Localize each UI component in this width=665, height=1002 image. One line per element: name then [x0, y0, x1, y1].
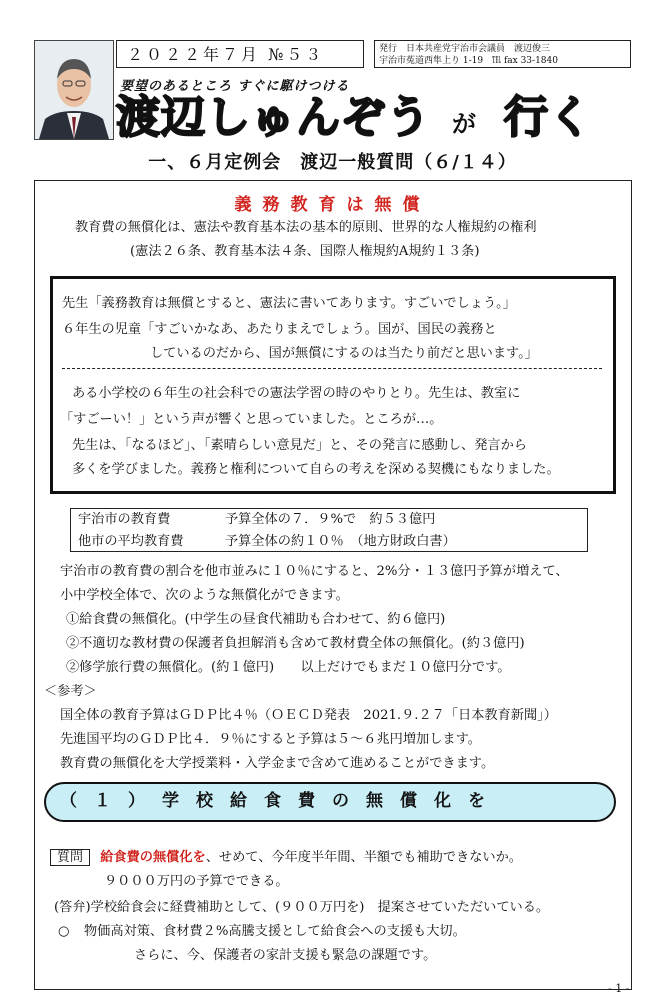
question-highlight: 給食費の無償化を: [100, 850, 206, 865]
list-item: ①給食費の無償化。(中学生の昼食代補助も合わせて、約６億円): [66, 612, 446, 627]
list-item: ②修学旅行費の無償化。(約１億円) 以上だけでもまだ１０億円分です。: [66, 660, 511, 675]
section-heading: 義務教育は無償: [234, 195, 431, 215]
dashed-divider: [62, 368, 602, 369]
banner-ga-text: が: [452, 110, 476, 138]
question-text: 、せめて、今年度半年間、半額でも補助できないか。: [205, 850, 522, 865]
page-number: - 1 -: [608, 982, 630, 995]
list-item: ②不適切な教材費の保護者負担解消も含めて教材費全体の無償化。(約３億円): [66, 636, 525, 651]
cost-label-average: 他市の平均教育費: [78, 534, 184, 549]
publisher-address: 宇治市菟道西隼上り 1-19 ℡ fax 33-1840: [379, 56, 558, 66]
note-line: 物価高対策、食材費２%高騰支援として給食会への支援も大切。: [84, 924, 466, 939]
banner-iku-text: 行く: [504, 92, 592, 142]
slogan: 要望のあるところ すぐに駆けつける: [120, 79, 350, 94]
intro-law-references: (憲法２６条、教育基本法４条、国際人権規約A規約１３条): [130, 244, 480, 259]
quote-student: ６年生の児童「すごいかなあ、あたりまえでしょう。国が、国民の義務と: [62, 322, 497, 337]
note-line: さらに、今、保護者の家計支援も緊急の課題です。: [134, 948, 437, 963]
issue-number: ２０２２年７月 №５３: [116, 40, 364, 68]
question-label: 質問: [50, 849, 90, 866]
quote-teacher: 先生「義務教育は無償とすると、憲法に書いてあります。すごいでしょう。」: [62, 296, 516, 311]
publisher-info: [374, 40, 631, 68]
reference-label: ＜参考＞: [44, 684, 97, 699]
anecdote-line: 先生は、「なるほど」、「素晴らしい意見だ」と、その発言に感動し、発言から: [72, 438, 527, 453]
cost-label-uji: 宇治市の教育費: [78, 512, 171, 527]
session-title: 一、６月定例会 渡辺一般質問（６/１４）: [148, 152, 517, 173]
question-budget: ９０００万円の予算でできる。: [104, 874, 289, 889]
body-paragraph: 小中学校全体で、次のような無償化ができます。: [60, 588, 349, 603]
anecdote-line: 多くを学びました。義務と権利について自らの考えを深める契機にもなりました。: [72, 462, 560, 477]
answer-line: (答弁)学校給食会に経費補助として、(９００万円を) 提案させていただいている。: [54, 900, 550, 915]
subsection-title-pill: （１）学校給食費の無償化を: [44, 782, 616, 822]
cost-value-average: 予算全体の約１０％ （地方財政白書）: [225, 534, 456, 549]
newsletter-title-banner: [114, 86, 634, 142]
publisher-line: 発行 日本共産党宇治市会議員 渡辺俊三: [379, 44, 551, 54]
banner-main-text: 渡辺しゅんぞう: [116, 92, 431, 142]
body-paragraph: 宇治市の教育費の割合を他市並みに１０％にすると、2%分・１３億円予算が増えて、: [60, 564, 569, 579]
question-line: [50, 848, 522, 868]
reference-item: 教育費の無償化を大学授業料・入学金まで含めて進めることができます。: [60, 756, 495, 771]
cost-value-uji: 予算全体の７．９%で 約５３億円: [225, 512, 436, 527]
reference-item: 国全体の教育予算はＧＤＰ比４％（ＯＥＣＤ発表 2021.９.２７「日本教育新聞」）: [60, 708, 557, 723]
note-bullet: ○: [58, 924, 70, 939]
anecdote-line: ある小学校の６年生の社会科での憲法学習の時のやりとり。先生は、教室に: [72, 386, 521, 401]
intro-line: 教育費の無償化は、憲法や教育基本法の基本的原則、世界的な人権規約の権利: [75, 220, 537, 235]
quote-student-cont: しているのだから、国が無償にするのは当たり前だと思います。」: [150, 346, 538, 361]
reference-item: 先進国平均のＧＤＰ比４．９％にすると予算は５～６兆円増加します。: [60, 732, 481, 747]
anecdote-line: 「すごーい！」という声が響くと思っていました。ところが…。: [60, 412, 443, 427]
author-photo: [34, 40, 114, 140]
